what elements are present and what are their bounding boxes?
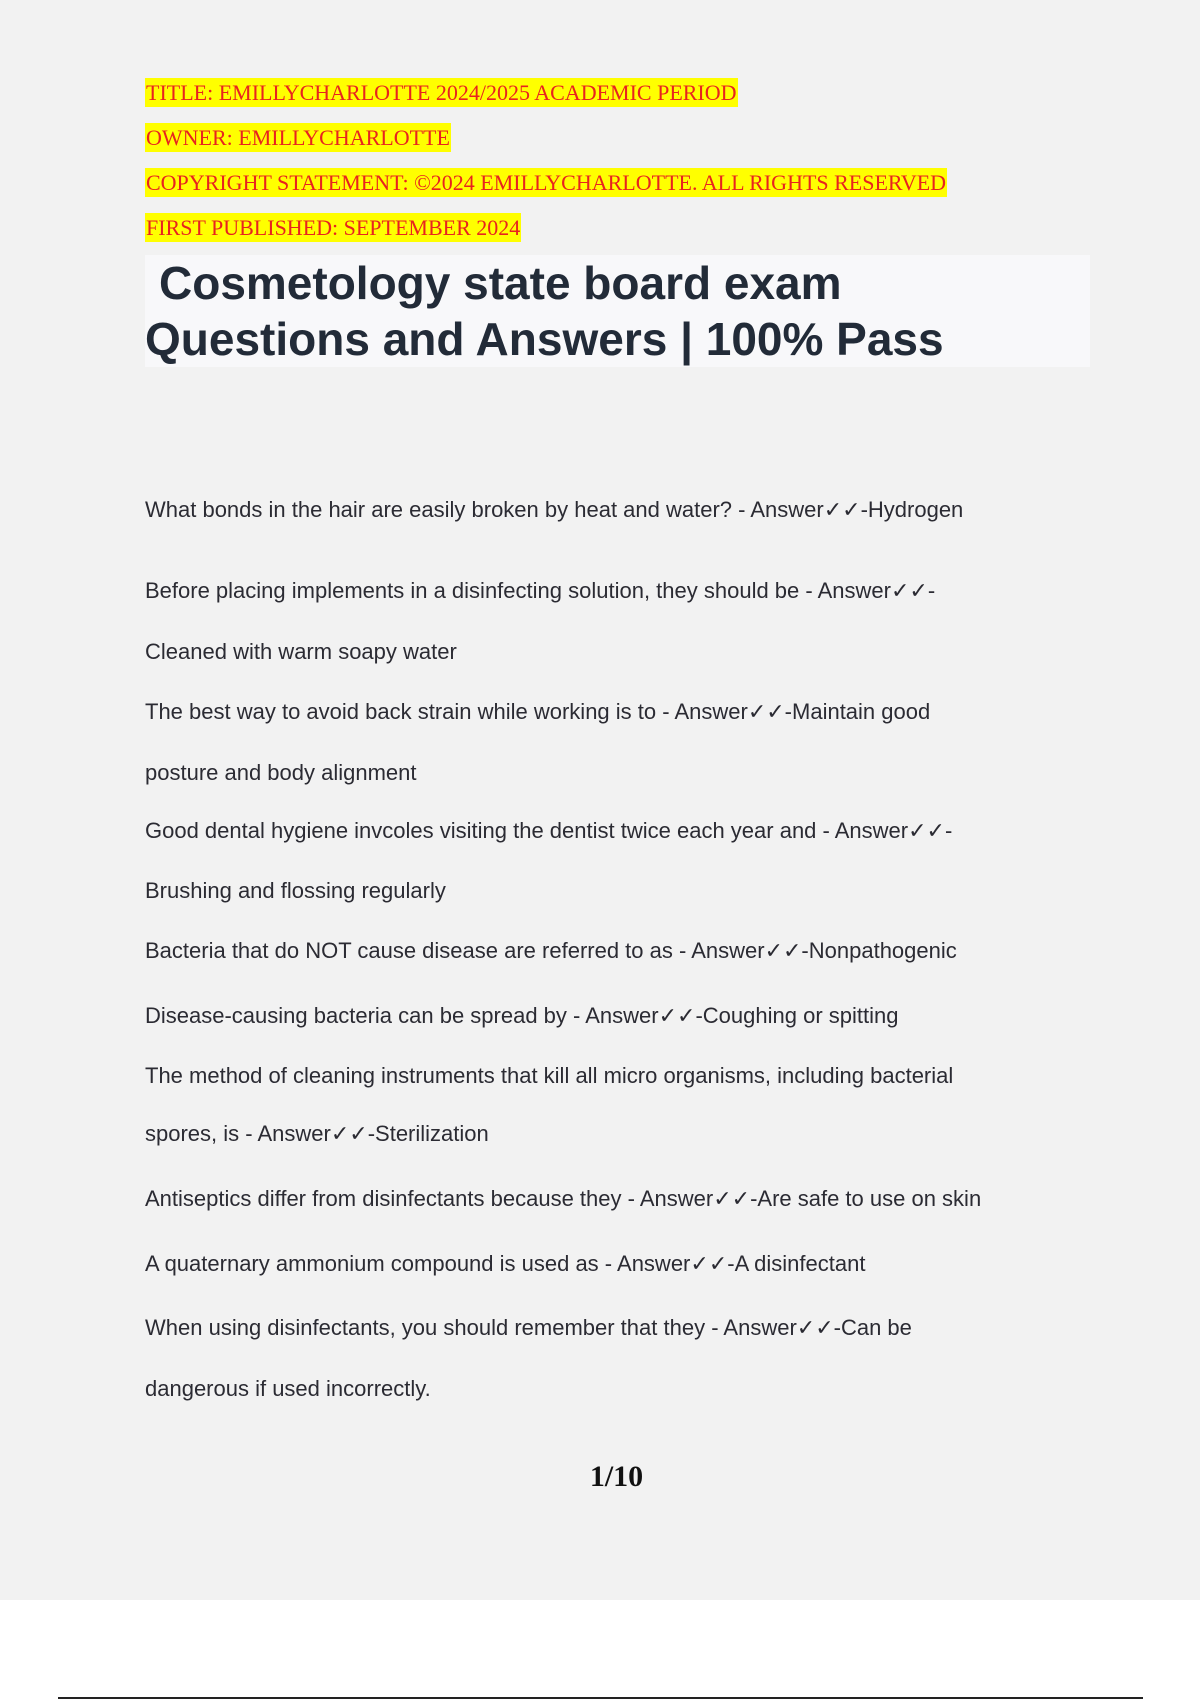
metadata-owner: OWNER: EMILLYCHARLOTTE <box>146 125 450 150</box>
qa-line-12: Antiseptics differ from disinfectants because they - Answer✓✓-Are safe to use on skin <box>145 1186 982 1211</box>
qa-line-15: dangerous if used incorrectly. <box>145 1376 431 1401</box>
qa-line-11: spores, is - Answer✓✓-Sterilization <box>145 1121 489 1146</box>
qa-line-10: The method of cleaning instruments that kill all micro organisms, including bacterial <box>145 1063 954 1088</box>
metadata-title-line <box>145 70 1105 115</box>
metadata-title: TITLE: EMILLYCHARLOTTE 2024/2025 ACADEMIC PERIOD <box>146 80 737 105</box>
qa-line-3: Cleaned with warm soapy water <box>145 639 457 664</box>
qa-line-8: Bacteria that do NOT cause disease are referred to as - Answer✓✓-Nonpathogenic <box>145 938 957 963</box>
qa-line-6: Good dental hygiene invcoles visiting the dentist twice each year and - Answer✓✓- <box>145 818 953 843</box>
document-title <box>145 255 1090 367</box>
qa-line-1: What bonds in the hair are easily broken by heat and water? - Answer✓✓-Hydrogen <box>145 497 964 522</box>
metadata-owner-line <box>145 115 1105 160</box>
qa-line-14: When using disinfectants, you should remember that they - Answer✓✓-Can be <box>145 1315 912 1340</box>
qa-line-13: A quaternary ammonium compound is used as - Answer✓✓-A disinfectant <box>145 1251 866 1276</box>
bottom-divider <box>58 1697 1143 1699</box>
page-number: 1/10 <box>589 1460 644 1493</box>
document-metadata <box>145 70 1105 250</box>
qa-line-7: Brushing and flossing regularly <box>145 878 446 903</box>
qa-line-2: Before placing implements in a disinfecting solution, they should be - Answer✓✓- <box>145 578 936 603</box>
metadata-published-line <box>145 205 1105 250</box>
document-title-line-1: Cosmetology state board exam <box>159 257 842 309</box>
metadata-published: FIRST PUBLISHED: SEPTEMBER 2024 <box>146 215 521 240</box>
qa-line-5: posture and body alignment <box>145 760 417 785</box>
metadata-copyright-line <box>145 160 1105 205</box>
qa-line-9: Disease-causing bacteria can be spread by - Answer✓✓-Coughing or spitting <box>145 1003 899 1028</box>
document-title-line-2: Questions and Answers | 100% Pass <box>145 313 944 365</box>
qa-line-4: The best way to avoid back strain while working is to - Answer✓✓-Maintain good <box>145 699 931 724</box>
document-title-block <box>145 255 1090 367</box>
metadata-copyright: COPYRIGHT STATEMENT: ©2024 EMILLYCHARLOTTE. ALL RIGHTS RESERVED <box>146 170 947 195</box>
